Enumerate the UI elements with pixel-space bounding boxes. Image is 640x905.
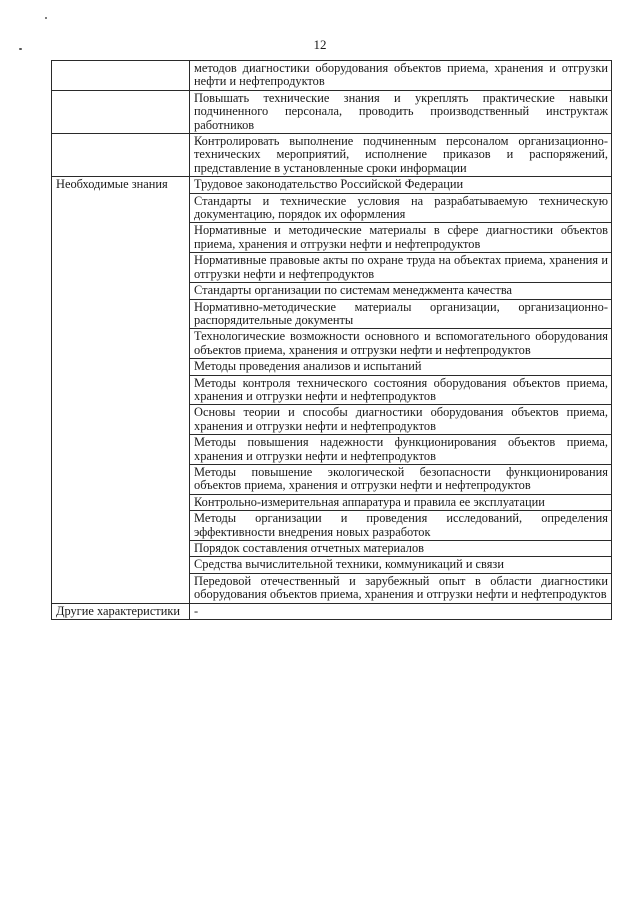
- knowledge-item: Трудовое законодательство Российской Федерации: [190, 177, 612, 193]
- row-label-other: Другие характеристики: [52, 603, 190, 619]
- table-row: [52, 134, 612, 177]
- knowledge-item: Порядок составления отчетных материалов: [190, 541, 612, 557]
- knowledge-item: Методы проведения анализов и испытаний: [190, 359, 612, 375]
- knowledge-item: Технологические возможности основного и вспомогательного оборудования объектов приема, хранения и отгрузки нефти и нефтепродуктов: [190, 329, 612, 359]
- knowledge-item: Передовой отечественный и зарубежный опыт в области диагностики оборудования объектов приема, хранения и отгрузки нефти и нефтепродуктов: [190, 573, 612, 603]
- row-label-knowledge: Необходимые знания: [52, 177, 190, 603]
- row-label-empty: [52, 134, 190, 177]
- knowledge-item: Стандарты и технические условия на разрабатываемую техническую документацию, порядок их оформления: [190, 193, 612, 223]
- table-row: [52, 603, 612, 619]
- table-row: [52, 177, 612, 193]
- row-label-empty: [52, 61, 190, 91]
- knowledge-item: Нормативные и методические материалы в сфере диагностики объектов приема, хранения и отгрузки нефти и нефтепродуктов: [190, 223, 612, 253]
- knowledge-item: Контрольно-измерительная аппаратура и правила ее эксплуатации: [190, 494, 612, 510]
- other-value: -: [190, 603, 612, 619]
- knowledge-item: Методы организации и проведения исследований, определения эффективности внедрения новых разработок: [190, 511, 612, 541]
- knowledge-item: Основы теории и способы диагностики оборудования объектов приема, хранения и отгрузки нефти и нефтепродуктов: [190, 405, 612, 435]
- knowledge-item: Средства вычислительной техники, коммуникаций и связи: [190, 557, 612, 573]
- professional-standard-table: [51, 60, 612, 620]
- knowledge-item: Методы контроля технического состояния оборудования объектов приема, хранения и отгрузки нефти и нефтепродуктов: [190, 375, 612, 405]
- knowledge-item: Методы повышение экологической безопасности функционирования объектов приема, хранения и отгрузки нефти и нефтепродуктов: [190, 464, 612, 494]
- table-row: [52, 61, 612, 91]
- row-text: Контролировать выполнение подчиненным персоналом организационно-технических мероприятий, исполнение приказов и распоряжений, представление в установленные сроки информации: [190, 134, 612, 177]
- knowledge-item: Нормативные правовые акты по охране труда на объектах приема, хранения и отгрузки нефти и нефтепродуктов: [190, 253, 612, 283]
- knowledge-item: Стандарты организации по системам менеджмента качества: [190, 283, 612, 299]
- knowledge-item: Методы повышения надежности функционирования объектов приема, хранения и отгрузки нефти и нефтепродуктов: [190, 435, 612, 465]
- row-text: методов диагностики оборудования объектов приема, хранения и отгрузки нефти и нефтепродуктов: [190, 61, 612, 91]
- row-text: Повышать технические знания и укреплять практические навыки подчиненного персонала, проводить производственный инструктаж работников: [190, 90, 612, 133]
- row-label-empty: [52, 90, 190, 133]
- table-row: [52, 90, 612, 133]
- scan-speck: [45, 17, 47, 19]
- page-number: 12: [313, 37, 327, 52]
- knowledge-item: Нормативно-методические материалы организации, организационно-распорядительные документы: [190, 299, 612, 329]
